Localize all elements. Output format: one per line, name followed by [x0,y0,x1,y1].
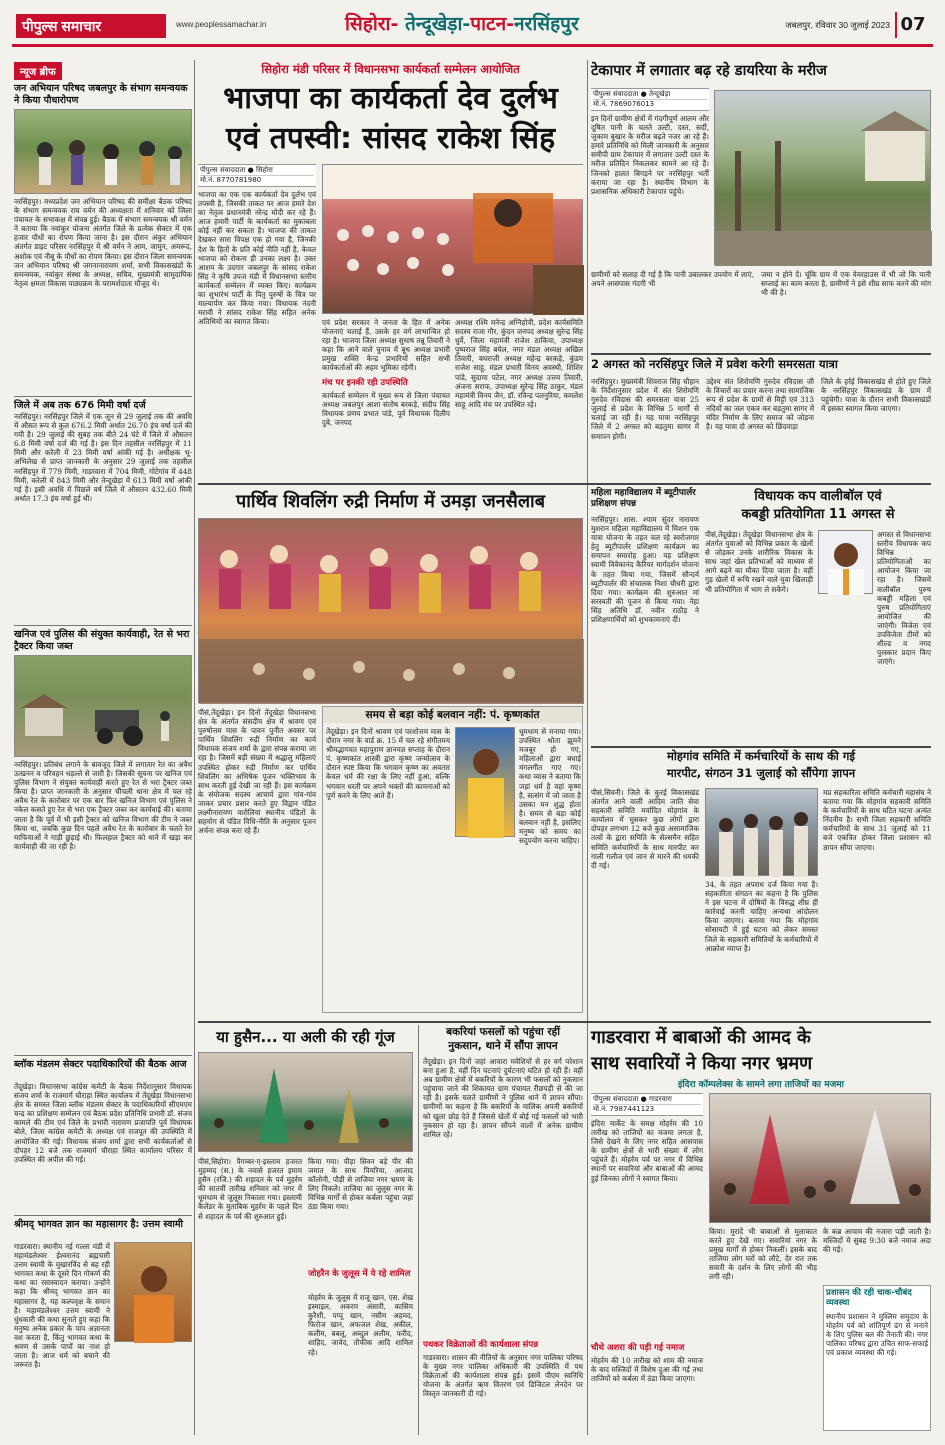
rally-scene [323,165,584,315]
bakri-body: गाडरवारा। शासन की नीतियों के अनुसार नगर पालिका परिषद के मुख्य नगर पालिका अधिकारी की उपस्थिति में पथ विक्रेताओं की कार्यशाला संपन्न हुई। इसमें पीएम स्वनिधि योजना के अंतर्गत ऋण वितरण एवं डिजिटल लेनदेन पर विस्तृत जानकारी दी गई। [423,1353,583,1399]
mohgaon-headline: मारपीट, संगठन 31 जुलाई को सौंपेगा ज्ञापन [666,766,856,780]
plantation-photo [14,109,192,194]
diarrhea-caption: ग्रामीणों को सलाह दी गई है कि पानी उबालकर उपयोग में लाएं, अपने आसपास गंदगी भी [591,270,754,289]
brief-body: नरसिंहपुर। नरसिंहपुर जिले में एक जून से 29 जुलाई तक की अवधि में औसत रूप से कुल 676.2 मिमी अर्थात 26.70 इंच वर्षा दर्ज की गयी है। 29 जुलाई की सुबह तक बीते 24 घंटे में जिले में औसतन 6.8 मिमी वर्षा दर्ज की गई है। इस दिन तहसील नरसिंहपुर में 11 मिमी और करेली में 23 मिमी वर्षा आंकी गई है। अधीक्षक भू-अभिलेख से प्राप्त जानकारी के अनुसार 29 जुलाई तक तहसील नरसिंहपुर में 779 मिमी, गाडरवारा में 704 मिमी, गोटेगांव में 448 मिमी, करेली में 843 मिमी और तेन्दूखेड़ा में 613 मिमी वर्षा आंकी गई है। इसी अवधि में पिछले वर्ष जिले में औसतन 432.60 मिमी अर्थात 17.3 इंच वर्षा हुई थी। [14,412,192,503]
divider [14,625,192,626]
mohgaon-body-col3: मप्र सहकारिता समिति कर्मचारी महासंघ ने बताया गया कि मोहगांव सहकारी समिति के कर्मचारियों के साथ घटित घटना अत्यंत निंदनीय है। सभी जिला सहकारी समिति कर्मचारियों के साथ 31 जुलाई को 11 बजे एकत्रित होकर जिला प्रशासन को ज्ञापन सौंपा जाएगा। [823,788,931,852]
divider [14,396,192,397]
bakri-body: तेंदूखेड़ा। इन दिनों जहां आवारा मवेशियों से हर वर्ग परेशान बना हुआ है, वहीं दिन घटनाएं दुर्घटनाएं घटित हो रही हैं। वहीं अब ग्रामीण क्षेत्रों में बकरियों के कारण भी फसलों को नुकसान पहुंचाया जाने की शिकायत ग्राम पंचायत रीछपड़ी से की जा रही है। इसके चलते ग्रामीणों ने पुलिस थाने में ज्ञापन सौंपा। ग्रामीणों का कहना है कि बकरियों के मालिक अपनी बकरियों को खुला छोड़ देते हैं जिससे खेतों में बोई गई फसलों को भारी नुकसान हो रहा है। ज्ञापन सौंपने वालों में अनेक ग्रामीण शामिल रहे। [423,1057,583,1139]
diarrhea-headline: टेकापार में लगातार बढ़ रहे डायरिया के मरीज [591,63,827,79]
divider [14,1055,192,1056]
diarrhea-story [591,60,931,350]
byline-text: पीपुल्स संवाददाता ● गाडरवारा [593,1095,672,1103]
brief-headline: जन अभियान परिषद जबलपुर के संभाग समन्वयक ने किया पौधारोपण [14,83,188,106]
gadarwara-headline: साथ सवारियों ने किया नगर भ्रमण [591,1053,813,1074]
byline-text: पीपुल्स संवाददाता ● तेन्दूखेड़ा [593,90,671,98]
lead-body-col1: भाजपा का एक एक कार्यकर्ता देव दुर्लभ एवं तपस्वी है, जिसकी ताकत पर आज हमारे देश का नेतृत्व प्रधानमंत्री नरेन्द्र मोदी कर रहे हैं। आज हमारी पार्टी के कार्यकर्ता का मुकाबला कोई नहीं कर सकता है। भाजपा की ताकत देखकर सारा विपक्ष एक हो गया है, जिनकी देश के हितों के प्रति कोई नीति नहीं है, केवल भाजपा को रोकना ही उनका लक्ष्य है। उक्त आशय के उदगार जबलपुर के सांसद राकेश सिंह ने कृषि उपज मंडी में विधानसभा स्तरीय कार्यकर्ता सम्मेलन में व्यक्त किए। कार्यक्रम का शुभारंभ पार्टी के पितृ पुरुषों के चित्र पर माल्यार्पण कर किया गया। विधायक नंदनी मरावी ने सांसद राकेश सिंह सहित अनेक अतिथियों का स्वागत किया। [198,190,316,327]
gadarwara-byline [591,1093,703,1116]
volleyball-headline: कबड्डी प्रतियोगिता 11 अगस्त से [741,507,895,522]
news-brief-label: न्यूज ब्रीफ [14,62,62,80]
brief-headline: श्रीमद् भागवत ज्ञान का महासागर है: उत्तम स्वामी [14,1219,184,1230]
mohgaon-story [591,746,931,1016]
shivling-story [198,488,583,1018]
gadarwara-subhead: चौथे अशरा की पड़ी गई नमाज [591,1343,685,1353]
gadarwara-body: मोहर्रम की 10 तारीख को शाम की नमाज के बाद मस्जिदों में विशेष दुआ की गई तथा ताजियों को कर्बला में ठंडा किया जाएगा। [591,1356,703,1384]
volleyball-body: पीसं,तेंदूखेड़ा। तेंदूखेड़ा विधानसभा क्षेत्र के अंतर्गत युवाओं को विभिन्न प्रकार के खेलों से जोड़कर उनके शारीरिक विकास के साथ जहां खेल प्रतिभाओं को माध्यम से आगे बढ़ने का मौका दिया जाता है। वहीं गुड़ खेलों में रूचि रखने वाले युवा खिलाड़ी भी प्रतियोगिता में भाग ले सकेंगे। [705,530,813,594]
masthead-rule [12,44,933,47]
section-title [345,10,705,40]
section-title-part: सिहोरा- [345,13,399,35]
brief-headline: ब्लॉक मंडलम सेक्टर पदाधिकारियों की बैठक आज [14,1059,187,1070]
masthead [0,0,945,58]
section-divider [198,1021,931,1023]
mohgaon-body-col1: पीसं,सिवनी। जिले के कुरई विकासखंड अंतर्गत आने वाली आदिम जाति सेवा सहकारी समिति मर्यादित मोहगांव के कार्यालय में घुसकर कुछ लोगों द्वारा दोपहर लगभग 12 बजे कुछ असामाजिक तत्वों के द्वारा समिति के सेल्समैन सहित समिति कर्मचारियों के साथ मारपीट कर गाली गलौज एवं जान से मारने की धमकी दी गई। [591,788,699,870]
column-divider [587,60,588,1435]
volleyball-story [705,488,931,743]
hussain-body: मोहर्रम के जुलूस में राजू खान, एस. शेख इस्माइल, अकरम अंसारी, कासिम कुरैशी, पप्पू खान, नसीम अहमद, फिरोज खान, अफजल शेख, अकील, कलीम, बबलू, अब्दुल अलीम, फरीद, शाहिद, जावेद, तौफीक आदि शामिल रहे। [308,1293,413,1357]
lead-kicker: सिहोरा मंडी परिसर में विधानसभा कार्यकर्ता सम्मेलन आयोजित [261,62,520,76]
website-url[interactable]: www.peoplessamachar.in [176,20,267,29]
byline-mobile: मो.नं. 8770781980 [200,175,314,185]
speaker-figure [456,728,516,838]
swami-figure [115,1243,193,1343]
shivling-body: पीसं,तेंदूखेड़ा। इन दिनों तेंदूखेड़ा विधानसभा क्षेत्र के अंतर्गत संसदीय क्षेत्र में श्रावण एवं पुरुषोत्तम मास के पावन पुनीत अवसर पर पार्थिव शिवलिंग रुद्री निर्माण का कार्य विधायक संजय शर्मा के द्वारा संपन्न कराया जा रहा है। जिसमें बड़ी संख्या में श्रद्धालु महिलाएं उपस्थित होकर रुद्री निर्माण कर पार्थिव शिवलिंग का अभिषेक पूजन भक्तिभाव के साथ करती हुई देखी जा रही हैं। इस कार्यक्रम के संयोजक सदस्य आचार्य द्वारा गांव-गांव जाकर प्रचार प्रसार करते हुए विद्वान पंडित लक्ष्मीनारायण वारोलिया स्थानीय पंडितों के सहयोग से पंडित विधि-नीति के अनुसार पूजन अर्चना संपन्न करा रहे हैं। [198,708,316,836]
mahila-story [591,488,699,743]
mahila-body: नरसिंहपुर। शास. श्याम सुंदर नारायण मुशरान महिला महाविद्यालय में मिशन एक यात्रा योजना के तहत चल रहे स्वरोजगार हेतु ब्यूटीपार्लर प्रशिक्षण कार्यक्रम का समापन समारोह हुआ। यह प्रशिक्षण स्वामी विवेकानंद कैरियर मार्गदर्शन योजना के तहत किया गया, जिसमें सौन्दर्य ब्यूटीपार्लर की संचालक निशा चौधरी द्वारा दिया गया। कार्यक्रम की शुरुआत मां सरस्वती की पूजन से किया गया। नेहा सिंह अतिथि डॉ. नवीन राठौड़ ने प्रशिक्षणार्थियों को शुभकामनाएं दीं। [591,515,699,625]
yatra-headline: 2 अगस्त को नरसिंहपुर जिले में प्रवेश करेगी समरसता यात्रा [591,357,838,371]
tazia-photo [198,1052,413,1152]
krishnakant-body: धूमधाम से मनाया गया। उपस्थित श्रोता झूमने मजबूर हो गए, महिलाओं द्वारा बधाई मंगलगीत गाए गए। कथा व्यास ने बताया कि जहां धर्म है वहां कृष्ण है, सत्संग में जो जाता है उसका मन शुद्ध होता है। समय से बड़ा कोई बलवान नहीं है, इसलिए मनुष्य को समय का सदुपयोग करना चाहिए। [519,727,581,846]
mohgaon-photo [705,788,818,876]
gadarwara-headline: गाडरवारा में बाबाओं की आमद के [591,1027,811,1048]
admin-box-title: प्रशासन की रही चाक-चौबंद व्यवस्था [826,1288,912,1308]
section-title-part: नरसिंहपुर [514,13,579,35]
logo: पीपुल्स समाचार [16,14,166,38]
hussain-story [198,1025,413,1435]
gadarwara-story [591,1025,931,1435]
brief-body: नरसिंहपुर। मध्यप्रदेश जन अभियान परिषद की समीक्षा बैठक परिषद के संभाग समन्वयक राघ वर्मन की अध्यक्षता में शनिवार को जिला पंचायत के सभाकक्ष में संपन्न हुई। बैठक में संभाग समन्वयक श्री वर्मन ने बताया कि नवांकुर योजना अंतर्गत जिले के प्रत्येक सेक्टर में एक हजार पौधों का रोपण किया जाना है। इस दौरान अंकुर अभियान अंतर्गत डाइट परिसर नरसिंहपुर में श्री वर्मन ने आम, जामुन, अमरूद, अशोक एवं नीबू के पौधों का रोपण किया। इस दौरान जिला समन्वयक जन अभियान परिषद श्री जगनानारायण शर्मा, सभी विकासखंडों के समन्वयक, नवांकुर संस्था के अध्यक्ष, सचिव, मुख्यमंत्री सामुदायिक नेतृत्व क्षमता विकास पाठ्यक्रम के परामर्शदाता मौजूद थे। [14,197,192,288]
byline-text: पीपुल्स संवाददाता ● सिहोरा [200,166,273,174]
admin-box [823,1285,931,1431]
page-number: 07 [895,12,929,38]
shivling-headline: पार्थिव शिवलिंग रुद्री निर्माण में उमड़ा जनसैलाब [236,491,545,512]
brief-body: तेंदूखेड़ा। विधानसभा कांग्रेस कमेटी के बैठक निर्देशानुसार विधायक संजय शर्मा के राजमार्ग चौराहा स्थित कार्यालय में तेंदूखेड़ा विधानसभा क्षेत्र के समस्त जिला ब्लॉक मंडलम सेक्टर के पदाधिकारियों सीएमएम चन्द्र का प्रशिक्षण सम्मेलन एवं बैठक प्रदेश प्रतिनिधि प्रभारी डॉ. संजय कामले की टीम एवं जिले के प्रभारी नारायण प्रजापति पूर्व विधायक बोले, जिला कांग्रेस कमेटी के अध्यक्ष एवं राजपूत की उपस्थिति में आयोजित की गई। विधायक संजय शर्मा द्वारा सभी कार्यकर्ताओं से दोपहर 12 बजे तक राजमार्ग चौराहा स्थित कार्यालय परिसर में उपस्थित की अपील की गई। [14,1082,192,1164]
lead-byline [198,164,316,187]
krishnakant-headline: समय से बड़ा कोई बलवान नहीं: पं. कृष्णकांत [323,707,582,723]
diarrhea-byline [591,88,709,111]
devotees-scene [199,519,584,704]
krishnakant-photo [455,727,515,837]
sawari-scene [710,1094,932,1224]
lead-headline: भाजपा का कार्यकर्ता देव दुर्लभ [223,81,558,116]
tractor-scene [15,656,193,758]
yatra-body-col1: नरसिंहपुर। मुख्यमंत्री शिवराज सिंह चौहान के निर्देशानुसार प्रदेश में संत शिरोमणि गुरुदेव रविदास की समरसता यात्रा 25 जुलाई से प्रदेश के विभिन्न 5 मार्गों से चलाई जा रही है। यह यात्रा नरसिंहपुर जिले में 2 अगस्त को बड़तुमा सागर में समापन होगी। [591,377,699,441]
column-divider [194,60,195,1435]
volleyball-body: अगस्त से विधानसभा स्तरीय विधायक कप विभिन्न प्रतियोगिताओं का आयोजन किया जा रहा है। जिसमें वालीबॉल पुरुष कबड्डी महिला एवं पुरुष प्रतियोगिताएं आयोजित की जाएंगी। विजेता एवं उपविजेता टीमों को शील्ड व नगद पुरस्कार प्रदान किए जाएंगे। [877,530,931,667]
mahila-headline: महिला महाविद्यालय में ब्यूटीपार्लर प्रशिक्षण संपन्न [591,488,696,509]
plantation-scene [15,110,193,195]
news-brief-column [14,60,192,1435]
gadarwara-body: के कब्र आयाम की नजारा पड़ी जाती है। मस्जिदों में सुबह 9:30 बजे नमाज अदा की गई। [823,1227,931,1255]
hussain-body: पीसं,सिहोरा। पैगम्बर-ए-इस्लाम हजरत मुहम्मद (स.) के नवासे हजरत इमाम हुसैन (रजि.) की शहादत के पर्व मुहर्रम की सातवीं तारीख शनिवार को नगर में धूमधाम से जुलूस निकाला गया। इस्लामी कैलेंडर के मुताबिक मुहर्रम के पहले दिन से शहादत के पर्व की शुरुआत हुई। [198,1157,302,1221]
crowd-scene [706,789,819,877]
admin-box-body: स्थानीय प्रशासन ने मुस्लिम समुदाय के मोहर्रम पर्व को शांतिपूर्ण ढंग से मनाने के लिए पुलिस बल की तैनाती की। नगर पालिका परिषद द्वारा उचित साफ-सफाई एवं प्रकाश व्यवस्था की गई। [826,1312,928,1358]
hussain-subhead: जोहरैन के जुलूस में ये रहे शामिल [308,1269,411,1279]
bakri-story [418,1025,583,1435]
gadarwara-kicker: इंदिरा कॉम्पलेक्स के सामने लगा ताजियों का मजमा [678,1080,844,1090]
village-photo [714,90,931,265]
gadarwara-body: किया। मुरादें भी बाबाओं से मुलाकात करते हुए देखे गए। सवारियां नगर के प्रमुख मार्गों से होकर निकलीं। इसके बाद ताजिया लोग घरों को लौटे, देर रात तक सवारी के दर्शन के लिए लोगों की भीड़ लगी रही। [709,1227,817,1282]
village-scene [715,91,932,266]
yatra-body-col3: जिले के हर्रई विकासखंड से होते हुए जिले के नरसिंहपुर विकासखंड के ग्राम में पहुंचेगी। यात्रा के दौरान सभी विकासखंडों में इसका स्वागत किया जाएगा। [821,377,931,414]
mla-photo [818,530,873,594]
byline-mobile: मो.नं. 7987441123 [593,1104,701,1114]
diarrhea-caption: जमा न होने दें। चूंकि ग्राम में एक वेयरहाउस में भी जो कि पानी सप्लाई का काम करता है, ग्रामीणों ने इसे शीघ्र साफ करने की मांग भी की है। [761,270,931,298]
krishnakant-body: तेंदूखेड़ा। इन दिनों श्रावण एवं परशोत्तम मास के दौरान नगर के वार्ड क्र. 15 में चल रहे संगीतमय श्रीमद्भागवत महापुराण ज्ञानयज्ञ सप्ताह के दौरान पं. कृष्णकांत शास्त्री द्वारा कृष्ण जन्मोत्सव के दौरान स्पष्ट किया कि भगवान कृष्ण का अवतार केवल धर्म की रक्षा के लिए नहीं हुआ, बल्कि भगवान धरती पर अपने भक्तों की कामनाओं को पूर्ण करने के लिए आते हैं। [326,727,450,800]
brief-headline: जिले में अब तक 676 मिमी वर्षा दर्ज [14,400,146,411]
krishnakant-box [322,706,583,1013]
mla-portrait [819,531,874,595]
hussain-headline: या हुसैन... या अली की रही गूंज [216,1028,395,1046]
dateline: जबलपुर, रविवार 30 जुलाई 2023 [785,20,890,30]
procession-scene [199,1053,414,1153]
lead-body-col2: एवं प्रदेश सरकार ने जनता के हित में अनेक योजनाएं चलाई हैं, उसके हर वर्ग लाभान्वित हो रहा है। भाजपा जिला अध्यक्ष सुधाष तन्नू तिवारी ने कहा कि आने वाले चुनाव में बूथ अध्यक्ष प्रभारी प्रमुख शक्ति केन्द्र प्रभारियों सहित सभी कार्यकर्ताओं की अहम भूमिका रहेगी। [322,318,450,373]
brief-body: गाडरवारा। स्थानीय नई गल्ला मंडी में महामंडलेश्वर ईश्वरानंद ब्रह्मचारी उत्तम स्वामी के मुखारविंद से बह रही भागवत कथा के दूसरे दिन गोकर्ण की कथा का रसास्वादन कराया। उन्होंने कहा कि श्रीमद् भागवत ज्ञान का महासागर है, यह कल्पवृक्ष के समान है। महामंडलेश्वर उत्तम स्वामी ने धुंधकारी की कथा सुनाते हुए कहा कि मनुष्य अनेक प्रकार के पाप अज्ञानता वश करता है, किंतु भागवत कथा के श्रवण से उसके पापों का नाश हो जाता है। आज धर्म को बचाने की जरूरत है। [14,1242,110,1370]
lead-headline: एवं तपस्वी: सांसद राकेश सिंह [225,121,556,156]
bakri-headline: नुकसान, थाने में सौंपा ज्ञापन [448,1040,558,1052]
sawari-photo [709,1093,931,1223]
swami-photo [114,1242,192,1342]
section-title-part: तेन्दूखेड़ा- [398,13,471,35]
diarrhea-body: इन दिनों ग्रामीण क्षेत्रों में गंदगीपूर्ण आलम और दूषित पानी के चलते उल्टी, दस्त, सर्दी, जुकाम बुखार के मरीज बढ़ते नजर आ रहे हैं। हमारे प्रतिनिधि को मिली जानकारी के अनुसार समीपी ग्राम टेकापार में लगातार उल्टी दस्त के मरीज प्रतिदिन निकलकर सामने आ रहे हैं। जिनको हालत बिगड़ने पर नरसिंहपुर भर्ती कराया जा रहा है। स्थानीय विभाग के प्रशासनिक अधिकारी टेकापार पहुंचे। [591,114,709,196]
brief-headline: खनिज एवं पुलिस की संयुक्त कार्यवाही, रेत से भरा ट्रैक्टर किया जब्त [14,629,190,652]
section-title-part: पाटन- [470,13,515,35]
yatra-story [591,353,931,478]
volleyball-headline: विधायक कप वालीबॉल एवं [754,489,882,504]
lead-body-col3: अध्यक्ष रश्मि मनेन्द्र अग्निहोत्री, प्रदेश कार्यसमिति सदस्य राजा गौर, कुंदन जनपद अध्यक्ष सुरेन्द्र सिंह धुर्वे, जिला महामंत्री राजेश ठाकिया, उपाध्यक्ष पुष्पराज सिंह बघेल, नगर मंडल अध्यक्ष अखिल तिवारी, बघराजी अध्यक्ष महेन्द्र बरकड़े, कुंडम राजेश साहू, मंडल प्रभारी विनय अवस्थी, शिशिर पांडे, सुदामा पटेल, नगर अध्यक्ष उत्तम तिवारी, अंजना सराफ, उपाध्यक्ष सुरेन्द्र सिंह ठाकुर, मंडल महामंत्री विनय जैन, डॉ. रविन्द्र पलनुरिया, कमलेश साहू आदि मंच पर उपस्थित रहे। [455,318,583,409]
rally-photo [322,164,583,314]
tractor-photo [14,655,192,757]
lead-body-col2b: कार्यकर्ता सम्मेलन में मुख्य रूप से जिला पंचायत अध्यक्ष जबलपुर आशा संतोष बरकड़े, संदीप सिंह विधायक प्रणय प्रभात पांडे, पूर्व विधायक दिलीप दुबे, जनपद [322,391,450,428]
section-divider [198,483,931,485]
mohgaon-body-col2: 34, के तहत अपराध दर्ज किया गया है। सहकारिता संगठन का कहना है कि पुलिस ने इस घटना में दोषियों के विरुद्ध शीघ्र ही कार्रवाई करनी चाहिए अन्यथा आंदोलन किया जाएगा। बताया गया कि मोहगांव सोसायटी में हुई घटना को लेकर समस्त जिले के सहकारी समितियों के कर्मचारियों में आक्रोश व्याप्त है। [705,880,818,953]
lead-subhead: मंच पर इनकी रही उपस्थिति [322,378,408,388]
bakri-subhead: पथकर विक्रेताओं की कार्यशाला संपन्न [423,1340,539,1350]
mohgaon-headline: मोहगांव समिति में कर्मचारियों के साथ की गई [666,749,856,763]
yatra-body-col2: उद्देश्य संत शिरोमणि गुरुदेव रविदास जी के विचारों का प्रचार करना तथा सामाजिक रूप से प्रदेश के ग्रामों से मिट्टी एवं 313 नदियों का जल एकत्र कर बड़तुमा सागर में मंदिर निर्माण के लिए समाज को जोड़ना है। यह यात्रा दो अगस्त को छिंदवाड़ा [706,377,814,432]
devotees-photo [198,518,583,703]
brief-body: नरसिंहपुर। प्रतिबंध लगाने के बावजूद जिले में लगातार रेत का अवैध उत्खनन व परिवहन धड़ल्ले से जारी है। जिसकी सूचना पर खनिज एवं पुलिस विभाग ने संयुक्त कार्यवाही करते हुए रेत से भरा ट्रैक्टर जब्त किया है। प्राप्त जानकारी के अनुसार चीचली थाना क्षेत्र में चल रहे अवैध रेत के कारोबार पर एक बार फिर खनिज विभाग एवं पुलिस ने नकेल कसते हुए रेत से भरा एक ट्रैक्टर जब्त कर कार्यवाई की। बताया जाता है कि पूर्व में भी इसी ट्रैक्टर को खनिज विभाग की टीम ने जब्त किया था, जबकि कुछ दिन पहले अवैध रेत के कारोबार के चलते रेत माफियाओं ने गाड़ी छुड़ाई थी। फिलहाल ट्रैक्टर को थाने में खड़ा कर कार्यवाही की जा रही है। [14,760,192,851]
byline-mobile: मो.नं. 7869076013 [593,99,707,109]
gadarwara-body: इंदिरा मार्केट के समक्ष मोहर्रम की 10 तारीख को ताजियों का मजमा लगता है, जिसे देखने के लिए नगर सहित आसपास के ग्रामीण क्षेत्रों से भारी संख्या में लोग पहुंचते हैं। मोहर्रम पर्व पर नगर में विभिन्न स्थानों पर सवारियां और बाबाओं की आमद हुई जिनका लोगों ने स्वागत किया। [591,1119,703,1183]
lead-story [198,60,583,480]
hussain-body: किया गया। पीड़ा सिवन बड़े पीर की जमात के साथ पियरिया, आजाद कॉलोनी, पौड़ी से ताजिया नगर भ्रमण के लिए निकले। ताजिया का जुलूस नगर के विभिन्न मार्गों से होकर कर्बला पहुंचा जहां ठंडा किया गया। [308,1157,413,1212]
bakri-headline: बकरियां फसलों को पहुंचा रहीं [446,1026,560,1038]
divider [14,1215,192,1216]
